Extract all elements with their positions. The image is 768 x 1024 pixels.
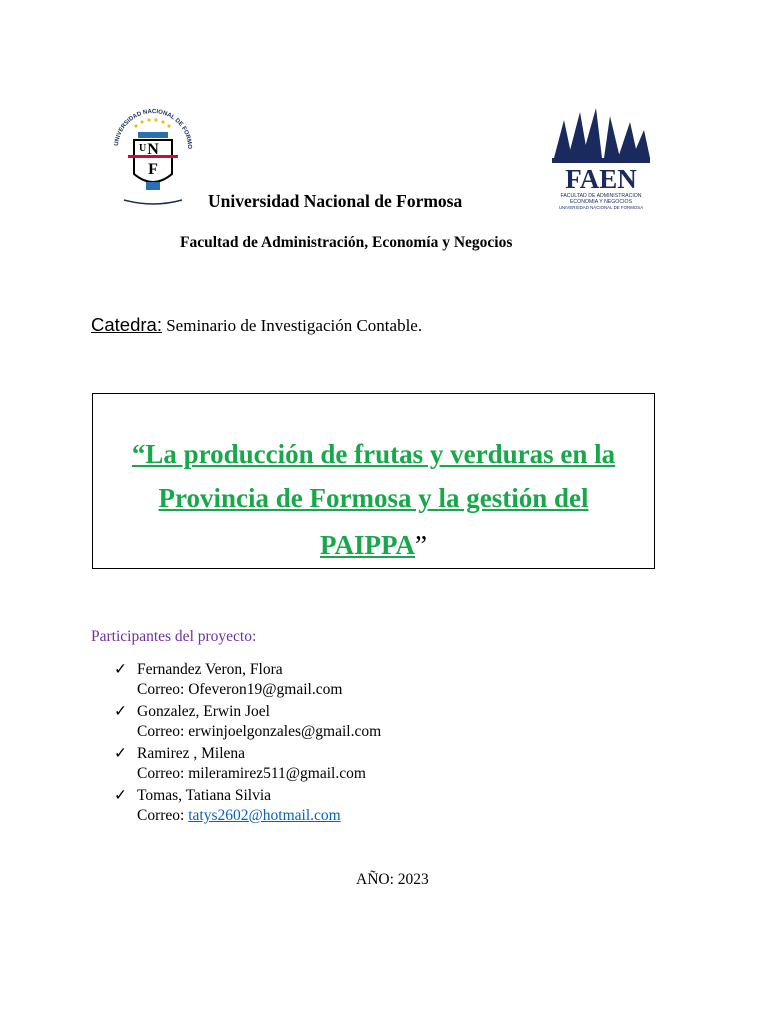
title-line-3 xyxy=(93,530,654,561)
participant-name-row xyxy=(114,786,271,805)
unaf-logo-text: UNIVERSIDAD NACIONAL DE FORMO xyxy=(114,108,193,150)
participant-name: Tomas, Tatiana Silvia xyxy=(137,787,272,804)
participant-email-row xyxy=(137,807,341,825)
unaf-logo-graphic xyxy=(110,104,196,212)
faen-logo xyxy=(550,108,652,212)
participant-name-row xyxy=(114,744,245,763)
catedra-label: Catedra: xyxy=(91,314,162,335)
title-box xyxy=(92,393,655,569)
participant-email: erwinjoelgonzales@gmail.com xyxy=(188,723,382,740)
participant-email-row xyxy=(137,681,342,699)
faen-subtitle-1: FACULTAD DE ADMINISTRACION xyxy=(560,193,642,199)
faen-subtitle-2: ECONOMIA Y NEGOCIOS xyxy=(569,199,633,205)
participant-name: Fernandez Veron, Flora xyxy=(137,661,283,678)
title-closing-quote: ” xyxy=(415,530,427,560)
participant-name: Ramirez , Milena xyxy=(137,745,246,762)
checkmark-icon: ✓ xyxy=(114,661,127,678)
title-line-1-text: “La producción de frutas y verduras en la xyxy=(131,439,616,469)
year: AÑO: 2023 xyxy=(356,871,429,888)
email-label: Correo: xyxy=(137,723,189,740)
unaf-logo xyxy=(110,104,196,212)
participant-email-row xyxy=(137,723,381,741)
participant-name-row xyxy=(114,660,283,679)
email-label: Correo: xyxy=(137,681,189,698)
participant-email: mileramirez511@gmail.com xyxy=(188,765,366,782)
faen-logo-graphic xyxy=(550,108,652,212)
participant-email-row xyxy=(137,765,366,783)
email-label: Correo: xyxy=(137,807,189,824)
title-line-1 xyxy=(93,439,654,470)
svg-text:N: N xyxy=(147,141,159,158)
university-name: Universidad Nacional de Formosa xyxy=(208,191,463,211)
participant-name: Gonzalez, Erwin Joel xyxy=(137,703,270,720)
participant-name-row xyxy=(114,702,270,721)
participant-email: Ofeveron19@gmail.com xyxy=(188,681,343,698)
checkmark-icon: ✓ xyxy=(114,745,127,762)
svg-text:F: F xyxy=(148,161,158,178)
title-line-2 xyxy=(93,483,654,514)
checkmark-icon: ✓ xyxy=(114,787,127,804)
catedra-line xyxy=(91,314,422,336)
title-line-3-text: PAIPPA xyxy=(320,530,415,560)
catedra-value: Seminario de Investigación Contable. xyxy=(161,316,423,335)
checkmark-icon: ✓ xyxy=(114,703,127,720)
participant-email-link[interactable]: tatys2602@hotmail.com xyxy=(188,807,341,824)
svg-text:U: U xyxy=(139,143,147,154)
faen-subtitle-3: UNIVERSIDAD NACIONAL DE FORMOSA xyxy=(558,205,644,210)
email-label: Correo: xyxy=(137,765,189,782)
participants-heading: Participantes del proyecto: xyxy=(91,628,257,645)
faen-wordmark: FAEN xyxy=(565,164,637,194)
faculty-name: Facultad de Administración, Economía y Negocios xyxy=(180,234,513,251)
title-line-2-text: Provincia de Formosa y la gestión del xyxy=(158,483,589,513)
